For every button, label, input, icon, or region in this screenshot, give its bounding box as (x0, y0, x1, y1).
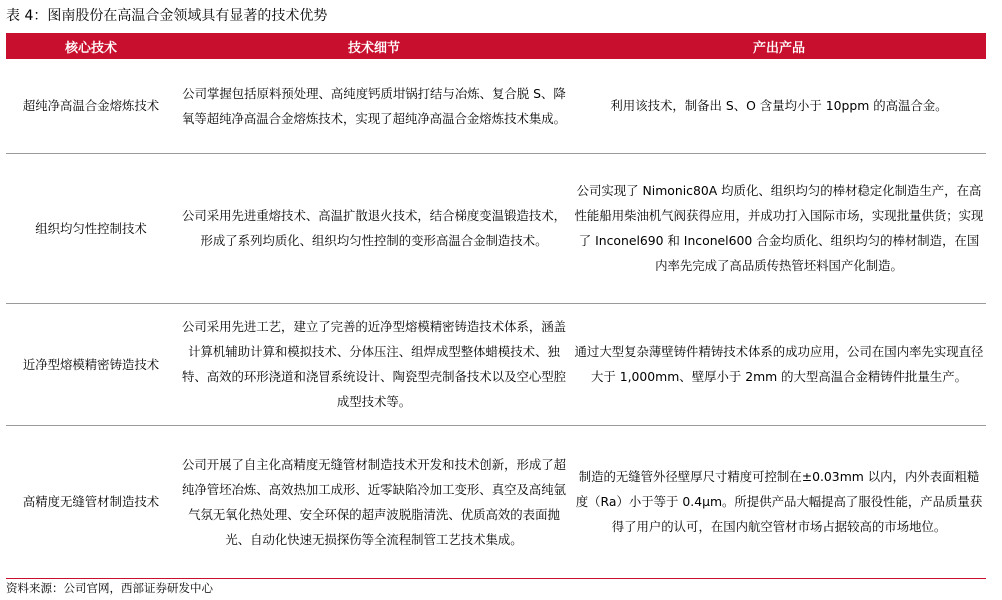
cell-core-tech: 组织均匀性控制技术 (6, 153, 176, 303)
cell-tech-detail: 公司采用先进工艺，建立了完善的近净型熔模精密铸造技术体系，涵盖计算机辅助计算和模拟技术、分体压注、组焊成型整体蜡模技术、独特、高效的环形浇道和浇冒系统设计、陶瓷型壳制备技术以及空心型腔成型技术等。 (176, 303, 572, 425)
table-caption: 表 4：图南股份在高温合金领域具有显著的技术优势 (6, 8, 328, 24)
cell-tech-detail: 公司开展了自主化高精度无缝管材制造技术开发和技术创新，形成了超纯净管坯冶炼、高效热加工成形、近零缺陷冷加工变形、真空及高纯氩气氛无氧化热处理、安全环保的超声波脱脂清洗、优质高效的表面抛光、自动化快速无损探伤等全流程制管工艺技术集成。 (176, 425, 572, 578)
cell-core-tech: 超纯净高温合金熔炼技术 (6, 59, 176, 153)
header-tech-detail: 技术细节 (176, 33, 572, 59)
cell-output-product: 通过大型复杂薄壁铸件精铸技术体系的成功应用，公司在国内率先实现直径大于 1,000mm、壁厚小于 2mm 的大型高温合金精铸件批量生产。 (572, 303, 986, 425)
cell-core-tech: 高精度无缝管材制造技术 (6, 425, 176, 578)
header-core-tech: 核心技术 (6, 33, 176, 59)
source-note: 资料来源：公司官网，西部证券研发中心 (6, 581, 213, 595)
cell-core-tech: 近净型熔模精密铸造技术 (6, 303, 176, 425)
table-row (6, 303, 986, 425)
table-row (6, 153, 986, 303)
cell-tech-detail: 公司掌握包括原料预处理、高纯度钙质坩锅打结与冶炼、复合脱 S、降氧等超纯净高温合金熔炼技术，实现了超纯净高温合金熔炼技术集成。 (176, 59, 572, 153)
header-output-product: 产出产品 (572, 33, 986, 59)
table-row (6, 59, 986, 153)
table-row (6, 425, 986, 578)
cell-output-product: 公司实现了 Nimonic80A 均质化、组织均匀的棒材稳定化制造生产，在高性能船用柴油机气阀获得应用，并成功打入国际市场，实现批量供货；实现了 Inconel690 和 Inconel600 合金均质化、组织均匀的棒材制造，在国内率先完成了高品质传热管坯料国产化制造。 (572, 153, 986, 303)
table-header-row (6, 33, 986, 59)
tech-advantage-table (6, 33, 986, 579)
cell-output-product: 利用该技术，制备出 S、O 含量均小于 10ppm 的高温合金。 (572, 59, 986, 153)
cell-output-product: 制造的无缝管外径壁厚尺寸精度可控制在±0.03mm 以内，内外表面粗糙度（Ra）小于等于 0.4μm。所提供产品大幅提高了服役性能，产品质量获得了用户的认可，在国内航空管材市场占据较高的市场地位。 (572, 425, 986, 578)
cell-tech-detail: 公司采用先进重熔技术、高温扩散退火技术，结合梯度变温锻造技术，形成了系列均质化、组织均匀性控制的变形高温合金制造技术。 (176, 153, 572, 303)
